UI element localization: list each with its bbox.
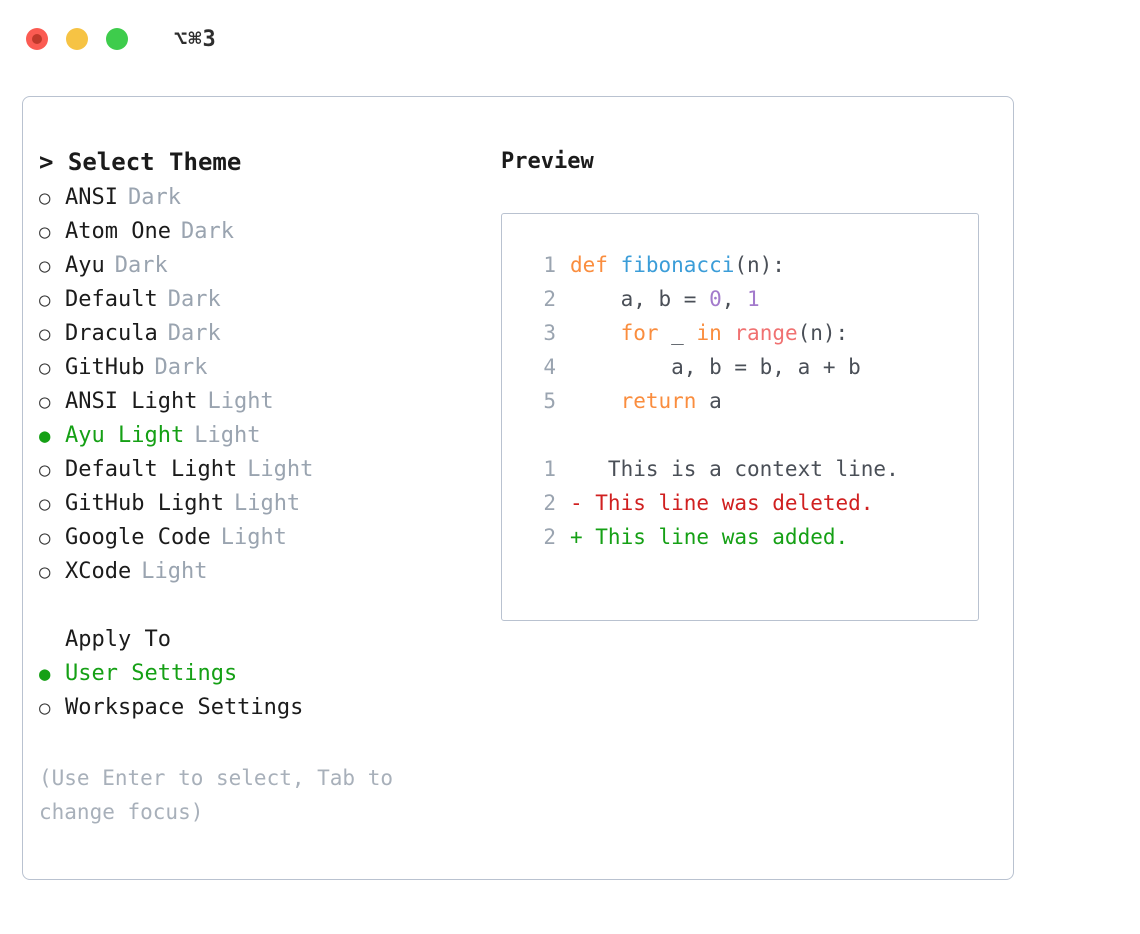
theme-option-atom-one[interactable]	[39, 215, 479, 249]
traffic-light-buttons	[26, 28, 128, 50]
diff-line	[522, 486, 958, 520]
code-line-text	[570, 282, 760, 316]
minimize-window-button[interactable]	[66, 28, 88, 50]
radio-unselected-icon: ○	[39, 255, 51, 277]
code-token	[570, 321, 621, 345]
apply-to-option-label: User Settings	[65, 661, 238, 686]
code-line-number: 2	[543, 287, 556, 311]
code-line	[522, 316, 958, 350]
diff-line-number: 1	[543, 457, 556, 481]
preview-spacer	[522, 418, 958, 452]
code-token: in	[696, 321, 722, 345]
theme-option-dracula[interactable]	[39, 317, 479, 351]
theme-list[interactable]	[39, 181, 479, 589]
code-token: for	[620, 321, 659, 345]
apply-to-option-user-settings[interactable]	[39, 657, 479, 691]
theme-option-kind: Light	[220, 525, 287, 550]
keyboard-hint-text: (Use Enter to select, Tab to change focus)	[39, 766, 394, 824]
preview-column	[501, 145, 996, 621]
code-token: 0	[709, 287, 722, 311]
theme-option-name: Atom One	[65, 219, 171, 244]
apply-to-heading: Apply To	[65, 627, 171, 652]
code-token: a, b = b, a + b	[570, 355, 861, 379]
radio-unselected-icon: ○	[39, 187, 51, 209]
radio-unselected-icon: ○	[39, 697, 51, 719]
code-token: a, b =	[570, 287, 710, 311]
theme-option-name: GitHub	[65, 355, 145, 380]
theme-option-name: ANSI	[65, 185, 118, 210]
theme-option-name: ANSI Light	[65, 389, 198, 414]
theme-option-github[interactable]	[39, 351, 479, 385]
code-line-number: 1	[543, 253, 556, 277]
code-line-text	[570, 248, 785, 282]
preview-heading: Preview	[501, 149, 594, 174]
diff-sample	[522, 452, 958, 554]
code-sample	[522, 248, 958, 418]
theme-option-name: Default Light	[65, 457, 238, 482]
select-theme-heading: > Select Theme	[39, 148, 242, 176]
apply-to-option-label: Workspace Settings	[65, 695, 304, 720]
code-token: (n):	[797, 321, 849, 345]
theme-option-ayu[interactable]	[39, 249, 479, 283]
theme-option-xcode[interactable]	[39, 555, 479, 589]
theme-option-google-code[interactable]	[39, 521, 479, 555]
theme-option-name: Dracula	[65, 321, 158, 346]
code-line-text	[570, 316, 848, 350]
diff-line-text: This is a context line.	[570, 457, 899, 481]
apply-to-option-workspace-settings[interactable]	[39, 691, 479, 725]
code-line	[522, 384, 958, 418]
code-token	[570, 389, 621, 413]
radio-unselected-icon: ○	[39, 323, 51, 345]
apply-to-options[interactable]	[39, 657, 479, 725]
diff-line	[522, 520, 958, 554]
radio-selected-icon: ●	[39, 663, 51, 685]
theme-option-name: Default	[65, 287, 158, 312]
keyboard-shortcut-label: ⌥⌘3	[174, 26, 217, 52]
radio-unselected-icon: ○	[39, 527, 51, 549]
code-line-number: 4	[543, 355, 556, 379]
preview-box	[501, 213, 979, 621]
theme-option-github-light[interactable]	[39, 487, 479, 521]
theme-option-kind: Dark	[114, 253, 168, 278]
radio-unselected-icon: ○	[39, 391, 51, 413]
code-token: (n):	[734, 253, 785, 277]
theme-option-kind: Dark	[167, 321, 221, 346]
radio-unselected-icon: ○	[39, 289, 51, 311]
theme-option-kind: Light	[194, 423, 261, 448]
diff-line-number: 2	[543, 491, 556, 515]
code-line-text	[570, 384, 722, 418]
diff-line-number: 2	[543, 525, 556, 549]
zoom-window-button[interactable]	[106, 28, 128, 50]
theme-option-kind: Light	[141, 559, 208, 584]
code-line	[522, 350, 958, 384]
code-line	[522, 282, 958, 316]
code-token: a	[696, 389, 722, 413]
theme-option-ayu-light[interactable]	[39, 419, 479, 453]
theme-option-kind: Dark	[167, 287, 221, 312]
code-token: ,	[721, 287, 748, 311]
theme-option-kind: Dark	[127, 185, 181, 210]
diff-line-text: - This line was deleted.	[570, 491, 874, 515]
close-window-button[interactable]	[26, 28, 48, 50]
theme-option-name: Ayu Light	[65, 423, 185, 448]
theme-option-name: XCode	[65, 559, 132, 584]
theme-option-name: GitHub Light	[65, 491, 224, 516]
theme-option-kind: Light	[207, 389, 274, 414]
diff-line	[522, 452, 958, 486]
code-token: range	[734, 321, 798, 345]
code-token: 1	[747, 287, 760, 311]
theme-option-default-light[interactable]	[39, 453, 479, 487]
code-token: _	[658, 321, 697, 345]
radio-unselected-icon: ○	[39, 221, 51, 243]
theme-option-kind: Dark	[154, 355, 208, 380]
theme-option-name: Google Code	[65, 525, 211, 550]
radio-unselected-icon: ○	[39, 561, 51, 583]
code-line-number: 5	[543, 389, 556, 413]
radio-unselected-icon: ○	[39, 459, 51, 481]
theme-picker-panel	[22, 96, 1014, 880]
theme-option-ansi-light[interactable]	[39, 385, 479, 419]
theme-option-name: Ayu	[65, 253, 105, 278]
theme-option-kind: Light	[233, 491, 301, 516]
theme-option-default[interactable]	[39, 283, 479, 317]
theme-selection-column	[39, 145, 479, 829]
radio-unselected-icon: ○	[39, 357, 51, 379]
apply-to-section	[39, 623, 479, 725]
code-line-text	[570, 350, 861, 384]
code-line-number: 3	[543, 321, 556, 345]
diff-line-text: + This line was added.	[570, 525, 849, 549]
radio-unselected-icon: ○	[39, 493, 51, 515]
theme-option-kind: Dark	[180, 219, 234, 244]
code-token: fibonacci	[620, 253, 735, 277]
theme-option-kind: Light	[247, 457, 314, 482]
theme-option-ansi[interactable]	[39, 181, 479, 215]
code-token: return	[620, 389, 697, 413]
code-token: def	[570, 253, 621, 277]
title-bar	[0, 0, 1140, 78]
radio-selected-icon: ●	[39, 425, 51, 447]
code-token	[722, 321, 735, 345]
code-line	[522, 248, 958, 282]
